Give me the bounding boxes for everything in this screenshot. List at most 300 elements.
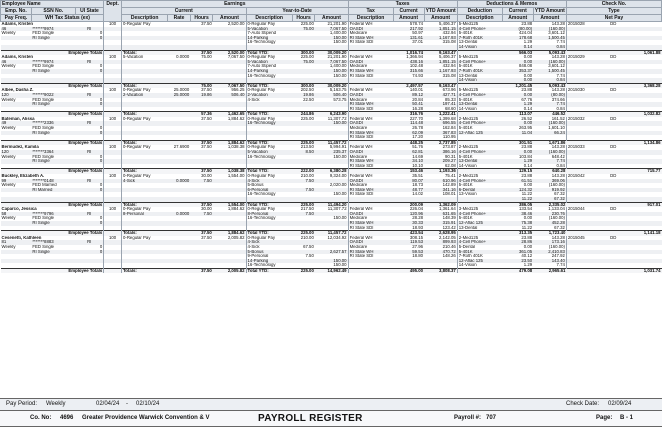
totals-ytd-hours: 225.00: [292, 231, 315, 236]
page-value: B - 1: [620, 415, 634, 421]
ded-current: 23.88: [521, 145, 533, 150]
hdr-taxes: Taxes: [348, 1, 457, 8]
totals-tax-blank: [348, 268, 393, 273]
ded-current: 0.00: [523, 78, 533, 83]
employee-totals-row: [1, 268, 662, 273]
employee-fed-exemptions: 0: [99, 154, 103, 159]
earn-ytd-desc: 0-Regular Pay: [246, 22, 292, 27]
totals-ded-current: 479.08: [502, 268, 533, 273]
totals-tax-ytd: 1,362.09: [424, 202, 457, 207]
totals-cur-amount: 1,038.38: [213, 169, 246, 174]
totals-ytd-label: Total YTD:: [246, 169, 292, 174]
dept-cell: 100: [104, 145, 122, 150]
earn-ytd-amount: 7,067.50: [329, 59, 347, 64]
ded-ytd: 7.74: [556, 73, 565, 78]
ded-desc: 12-Aflac 125: [457, 221, 502, 226]
ded-desc: 4-Cell Phone+: [457, 60, 502, 65]
totals-tax-current: 448.25: [393, 140, 424, 145]
earn-ytd-desc: 5-Vacation: [246, 60, 292, 65]
earn-ytd-hours: 22.50: [303, 97, 314, 102]
check-date-label: Check Date:: [566, 401, 600, 407]
earn-ytd-desc: 0-Regular Pay: [246, 145, 292, 150]
ded-desc: 5-401K: [457, 216, 502, 221]
ded-current: 0.00: [523, 55, 533, 60]
totals-label: Totals:: [122, 268, 168, 273]
check-number: 2015029: [566, 55, 599, 60]
tax-current: 102.48: [409, 64, 423, 69]
hdr-net-pay: Net Pay: [566, 15, 661, 22]
earn-ytd-desc: 16-Technology: [246, 216, 292, 221]
employee-rows: [1, 22, 662, 274]
dept-cell: 100: [104, 207, 122, 212]
check-type: DD: [610, 116, 617, 121]
totals-label: Totals:: [122, 50, 168, 55]
table-header: [1, 1, 662, 22]
earn-cur-desc: 0-Regular Pay: [122, 207, 168, 212]
totals-label: Totals:: [122, 83, 168, 88]
totals-ded-ytd: 2,965.61: [533, 268, 566, 273]
earn-ytd-amount: 150.00: [333, 154, 347, 159]
tax-current: 62.81: [412, 150, 423, 155]
earn-ytd-desc: 0-Regular Pay: [246, 207, 292, 212]
tax-ytd: 209.27: [442, 159, 456, 164]
tax-desc: RI State SDI: [348, 40, 393, 45]
ded-desc: 13-Dental: [457, 74, 502, 79]
ded-ytd: (80.00): [551, 92, 565, 97]
ded-ytd: (160.00): [548, 216, 565, 221]
earn-ytd-amount: 573.75: [333, 97, 347, 102]
check-type: DD: [610, 21, 617, 26]
ded-current: 26.52: [521, 116, 533, 121]
earn-ytd-amount: 11,307.72: [327, 116, 347, 121]
hdr-tax: Tax: [348, 8, 393, 15]
hdr-hours: Hours: [190, 15, 213, 22]
ded-desc: 5-401K: [457, 31, 502, 36]
earn-hours: 75.00: [201, 55, 212, 60]
ded-current: 0.00: [523, 183, 533, 188]
ded-current: 23.88: [521, 21, 533, 26]
hdr-type: Type: [566, 8, 661, 15]
employee-emp-no: 81: [1, 240, 7, 245]
ded-ytd: (160.00): [548, 121, 565, 126]
employee-ssn: *******0148: [32, 178, 54, 183]
hdr-pay-freq: Pay Freq.: [1, 15, 32, 22]
ded-desc: 13-Vision: [457, 192, 502, 197]
earn-hours: 30.00: [201, 207, 212, 212]
earn-ytd-desc: 5-Vacation: [246, 27, 292, 32]
earn-ytd-hours: 210.00: [300, 235, 314, 240]
employee-state-status: RI Single: [32, 220, 50, 225]
earn-rate: 0.0000: [176, 211, 190, 216]
employee-fed-exemptions: 0: [99, 97, 103, 102]
tax-ytd: 341.16: [442, 187, 456, 192]
totals-ytd-amount: 11,457.72: [315, 231, 348, 236]
earn-ytd-desc: 4-Sick: [246, 98, 292, 103]
ded-desc: 4-Cell Phone+: [457, 121, 502, 126]
tax-desc: Medicare: [348, 155, 393, 160]
ded-current: 61.51: [521, 178, 533, 183]
payroll-no-label: Payroll #:: [454, 415, 482, 421]
totals-ytd-label: Total YTD:: [246, 268, 292, 273]
earn-hours: 37.50: [201, 88, 212, 93]
earn-ytd-desc: 4-Sick: [246, 245, 292, 250]
employee-state-exemptions: 0: [99, 220, 103, 225]
check-number: 2015044: [566, 207, 599, 212]
tax-ytd: 1,167.93: [439, 68, 456, 73]
tax-current: 80.07: [412, 178, 423, 183]
employee-ssn: *******8883: [32, 240, 54, 245]
hdr-rate: Rate: [168, 15, 191, 22]
totals-hours: 37.50: [190, 169, 213, 174]
totals-tax-ytd: 1,222.41: [424, 112, 457, 117]
totals-ded-current: 313.35: [502, 231, 533, 236]
hdr-tax-current: Current: [393, 8, 424, 15]
ded-desc: 4-Cell Phone+: [457, 150, 502, 155]
earn-ytd-desc: 5-Bonus: [246, 250, 292, 255]
hdr-deductions-memos: Deductions & Memos: [457, 1, 566, 8]
employee-totals-label: Employee Totals: [1, 83, 104, 88]
totals-cur-amount: 7,067.50: [213, 83, 246, 88]
totals-ded-current: 113.07: [502, 112, 533, 117]
ded-current: 38.46: [521, 211, 533, 216]
ded-current: 124.32: [519, 187, 533, 192]
ded-current: 0.00: [523, 216, 533, 221]
ded-current: 0.14: [523, 106, 533, 111]
totals-tax-ytd: 1,193.36: [424, 169, 457, 174]
tax-desc: OASDI: [348, 60, 393, 65]
ded-ytd: 3,601.12: [548, 31, 565, 36]
totals-cur-amount: 1,554.00: [213, 202, 246, 207]
tax-ytd: 315.91: [442, 220, 456, 225]
totals-cur-amount: 1,884.62: [213, 231, 246, 236]
ded-desc: 5-401K: [457, 64, 502, 69]
earn-rate: 0.0000: [176, 178, 190, 183]
earn-ytd-hours: 7.50: [305, 211, 314, 216]
totals-ytd-label: Total YTD:: [246, 202, 292, 207]
earn-ytd-desc: 16-Technology: [246, 74, 292, 79]
earn-ytd-desc: 9-Personal: [246, 254, 292, 259]
employee-fed-status: FED Single: [32, 97, 55, 102]
hdr-ssn-no: SSN No.: [31, 8, 75, 15]
tax-current: 114.48: [410, 121, 423, 126]
employee-totals-label: Employee Totals: [1, 112, 104, 117]
earn-ytd-desc: 2-Vacation: [246, 93, 292, 98]
earn-ytd-amount: 150.00: [333, 68, 347, 73]
tax-desc: RI State WH: [348, 69, 393, 74]
tax-desc: RI State SDI: [348, 107, 393, 112]
employee-fed-exemptions: 0: [99, 244, 103, 249]
tax-ytd: 148.26: [442, 254, 456, 259]
ded-ytd: 7.74: [556, 40, 565, 45]
check-number: 2015033: [566, 145, 599, 150]
ded-ytd: 67.32: [554, 225, 565, 230]
earn-cur-amount: 1,884.62: [227, 116, 245, 121]
earn-ytd-desc: 0-Regular Pay: [246, 236, 292, 241]
ded-desc: 5-401K: [457, 98, 502, 103]
page-label: Page:: [596, 415, 613, 421]
totals-ded-ytd: 5,093.43: [533, 83, 566, 88]
employee-pay-freq: Weekly: [1, 183, 16, 188]
earn-cur-desc: 0-Regular Pay: [122, 88, 168, 93]
hdr-current: Current: [122, 8, 247, 15]
ded-current: 11.04: [521, 130, 533, 135]
ded-current: 353.37: [519, 68, 533, 73]
employee-pay-freq: Weekly: [1, 154, 16, 159]
earn-cur-amount: 7,067.50: [227, 55, 245, 60]
tax-ytd: 148.39: [442, 216, 456, 221]
ded-ytd: 0.84: [556, 163, 565, 168]
employee-ui-state: RI: [87, 211, 92, 216]
totals-ytd-hours: 244.86: [292, 112, 315, 117]
earn-cur-amount: 1,038.38: [227, 145, 245, 150]
report-title: PAYROLL REGISTER: [258, 413, 363, 424]
totals-cur-amount: 1,884.62: [213, 140, 246, 145]
tax-ytd: 315.08: [442, 73, 456, 78]
ded-desc: 5-Med125: [457, 88, 502, 93]
tax-desc: Medicare: [348, 31, 393, 36]
earn-ytd-hours: 213.50: [300, 145, 314, 150]
earn-ytd-hours: 225.00: [300, 21, 314, 26]
employee-state-status: RI Married: [32, 187, 53, 192]
earn-cur-desc: 8-Personal: [122, 212, 168, 217]
tax-ytd: 386.16: [442, 150, 456, 155]
ded-desc: 2-Med125: [457, 145, 502, 150]
check-number: 2015030: [566, 88, 599, 93]
report-footer: [0, 410, 662, 427]
ded-desc: 13-Dental: [457, 226, 502, 231]
earn-hours: 19.86: [201, 92, 212, 97]
employee-pay-freq: Weekly: [1, 126, 16, 131]
totals-net-pay: 715.77: [566, 169, 661, 174]
employee-ssn: *******9974: [32, 59, 54, 64]
tax-ytd: 162.84: [442, 126, 456, 131]
earn-rate: 25.0000: [173, 92, 190, 97]
tax-ytd: 1,361.64: [439, 207, 456, 212]
employee-name: Caparco, Jessica: [1, 207, 37, 212]
employee-state-status: RI Single: [32, 159, 50, 164]
earn-ytd-amount: 7,067.50: [329, 26, 347, 31]
earn-ytd-desc: 16-Technology: [246, 192, 292, 197]
tax-ytd: 610.96: [442, 178, 456, 183]
tax-desc: RI State SDI: [348, 254, 393, 259]
earn-ytd-amount: 1,400.00: [329, 31, 347, 36]
ded-ytd: 919.92: [551, 187, 565, 192]
totals-dept-blank: [104, 268, 122, 273]
totals-ytd-amount: 6,243.90: [315, 112, 348, 117]
ded-desc: 2-Med125: [457, 174, 502, 179]
earn-ytd-desc: 14-Parking: [246, 69, 292, 74]
tax-desc: Medicare: [348, 183, 393, 188]
earn-hours: 7.50: [203, 211, 212, 216]
totals-ytd-label: Total YTD:: [246, 83, 292, 88]
employee-fed-status: FED Single: [32, 64, 55, 69]
tax-current: 74.93: [412, 73, 423, 78]
tax-desc: Medicare: [348, 216, 393, 221]
totals-tax-ytd: 2,628.95: [424, 231, 457, 236]
totals-tax-current: 1,016.74: [393, 50, 424, 55]
tax-ytd: 1,851.15: [439, 59, 456, 64]
totals-ytd-amount: 14,962.49: [315, 268, 348, 273]
ded-ytd: 66.24: [554, 130, 565, 135]
earn-ytd-desc: 0-Regular Pay: [246, 88, 292, 93]
ded-desc: 14-Vision: [457, 164, 502, 169]
ded-current: 0.14: [523, 163, 533, 168]
earn-hours: 37.50: [201, 116, 212, 121]
employee-ui-state: RI: [87, 26, 92, 31]
tax-current: 20.84: [412, 97, 423, 102]
hdr-wh-tax-status: WH Tax Status (ex): [31, 15, 103, 22]
tax-ytd: 197.41: [442, 102, 456, 107]
totals-net-pay: 3,368.28: [566, 83, 661, 88]
ded-ytd: 247.92: [551, 254, 565, 259]
employee-ssn: *******9796: [32, 211, 54, 216]
tax-current: 50.97: [412, 31, 423, 36]
employee-fed-status: FED Single: [32, 126, 55, 131]
earn-ytd-amount: 150.00: [333, 263, 347, 268]
totals-net-pay: 1,031.74: [566, 268, 661, 273]
totals-ytd-amount: 11,494.20: [315, 202, 348, 207]
ded-current: 23.88: [521, 235, 533, 240]
employee-state-exemptions: 0: [99, 68, 103, 73]
employee-emp-no: 46: [1, 26, 7, 31]
check-type: DD: [610, 207, 617, 212]
tax-ytd: 5,406.37: [439, 21, 456, 26]
ded-current: 0.00: [523, 59, 533, 64]
ded-ytd: 369.06: [551, 178, 565, 183]
employee-state-exemptions: 0: [99, 102, 103, 107]
ded-desc: 12-Aflac 125: [457, 259, 502, 264]
earn-ytd-desc: 0-Regular Pay: [246, 174, 292, 179]
earn-ytd-desc: 0-Regular Pay: [246, 117, 292, 122]
earn-cur-desc: 4-Sick: [122, 179, 168, 184]
totals-tax-current: 153.46: [393, 169, 424, 174]
tax-ytd: 696.55: [442, 121, 456, 126]
period-dash: -: [126, 401, 128, 407]
tax-current: 59.53: [412, 249, 423, 254]
tax-desc: Federal WH: [348, 174, 393, 179]
tax-desc: OASDI: [348, 179, 393, 184]
totals-ded-current: 129.15: [502, 169, 533, 174]
ded-desc: 2-Med125: [457, 236, 502, 241]
tax-current: 1,366.94: [406, 55, 423, 60]
tax-current: 18.93: [412, 225, 423, 230]
tax-desc: Federal WH: [348, 22, 393, 27]
earn-cur-desc: 0-Regular Pay: [122, 174, 168, 179]
tax-ytd: 110.95: [442, 135, 456, 140]
tax-ytd: 62.08: [444, 163, 456, 168]
earn-cur-desc: 0-Regular Pay: [122, 236, 168, 241]
employee-name: Adams, Kristen: [1, 55, 34, 60]
tax-current: 315.66: [409, 68, 423, 73]
earn-ytd-amount: 150.00: [333, 192, 347, 197]
tax-desc: RI State WH: [348, 159, 393, 164]
tax-current: 35.51: [412, 174, 423, 178]
earn-ytd-desc: 5-Bonus: [246, 183, 292, 188]
employee-ui-state: RI: [87, 150, 92, 155]
tax-current: 14.02: [412, 192, 423, 197]
earn-ytd-desc: 16-Technology: [246, 155, 292, 160]
ded-desc: 4-Cell Phone+: [457, 240, 502, 245]
earn-ytd-hours: 217.50: [300, 207, 314, 212]
ded-desc: 3-Med125: [457, 207, 502, 212]
earn-ytd-desc: 7-Auto Stipend: [246, 31, 292, 36]
ded-ytd: 161.52: [551, 116, 565, 121]
earn-ytd-amount: 2,627.57: [329, 249, 347, 254]
check-number: 2015028: [566, 22, 599, 27]
check-number: 2015042: [566, 174, 599, 179]
employee-pay-freq: Weekly: [1, 64, 16, 69]
ded-ytd: (160.00): [548, 150, 565, 155]
ded-desc: 14-Vision: [457, 45, 502, 50]
ded-current: (80.00): [518, 26, 533, 31]
totals-hours: 37.50: [190, 231, 213, 236]
employee-ssn: *******3364: [32, 150, 54, 155]
ded-current: 28.86: [521, 240, 533, 245]
employee-name: Bateman, Alissa: [1, 116, 35, 121]
earn-ytd-desc: 5-Vacation: [246, 150, 292, 155]
ded-ytd: 67.32: [554, 192, 565, 197]
employee-name: Adams, Kristen: [1, 21, 34, 26]
ded-current: 263.95: [519, 126, 533, 131]
tax-ytd: 142.89: [442, 183, 456, 188]
payroll-no-value: 707: [486, 415, 497, 421]
tax-desc: RI State SDI: [348, 74, 393, 79]
earn-ytd-amount: 12,034.92: [327, 235, 347, 240]
earn-ytd-desc: 7-Auto Stipend: [246, 64, 292, 69]
earn-ytd-hours: 7.50: [305, 254, 314, 259]
employee-fed-exemptions: 0: [99, 64, 103, 69]
totals-ytd-label: Total YTD:: [246, 50, 292, 55]
earn-ytd-amount: 150.00: [333, 216, 347, 221]
hdr-ytd-amount: Amount: [315, 15, 348, 22]
employee-emp-no: 49: [1, 121, 7, 126]
earn-ytd-hours: 225.00: [300, 116, 314, 121]
check-type: DD: [610, 235, 617, 240]
ded-current: 67.76: [521, 97, 533, 102]
employee-emp-no: 46: [1, 59, 7, 64]
tax-current: 30.33: [412, 220, 423, 225]
earn-ytd-amount: 150.00: [333, 258, 347, 263]
tax-current: 131.61: [409, 35, 423, 40]
tax-ytd: 631.65: [442, 211, 456, 216]
totals-ded-ytd: 2,335.02: [533, 202, 566, 207]
ded-current: 11.22: [521, 225, 533, 230]
hdr-ded-ytd: YTD Amount: [534, 8, 565, 14]
check-number: 2015032: [566, 117, 599, 122]
ded-current: 23.88: [521, 174, 533, 178]
tax-current: 51.76: [412, 145, 423, 150]
ded-ytd: 0.84: [556, 106, 565, 111]
ded-ytd: (160.00): [548, 244, 565, 249]
employee-state-status: RI Single: [32, 35, 50, 40]
totals-ytd-hours: 222.00: [292, 169, 315, 174]
ded-desc: 5-Dental: [457, 245, 502, 250]
dept-cell: 100: [104, 22, 122, 27]
ded-current: 23.50: [521, 258, 533, 263]
tax-desc: Federal WH: [348, 236, 393, 241]
co-no-value: 4696: [60, 415, 74, 421]
totals-hours: 37.50: [190, 268, 213, 273]
ded-ytd: 1,133.04: [548, 207, 565, 212]
earn-ytd-amount: 21,201.90: [327, 55, 347, 60]
ded-current: 0.14: [523, 44, 533, 49]
tax-current: 140.01: [409, 88, 423, 93]
tax-ytd: 367.83: [442, 130, 456, 135]
employee-pay-freq: Weekly: [1, 31, 16, 36]
ded-desc: 7-Roth 401K: [457, 69, 502, 74]
ded-desc: 14-Vision: [457, 78, 502, 83]
pay-period-label: Pay Period:: [6, 401, 38, 407]
